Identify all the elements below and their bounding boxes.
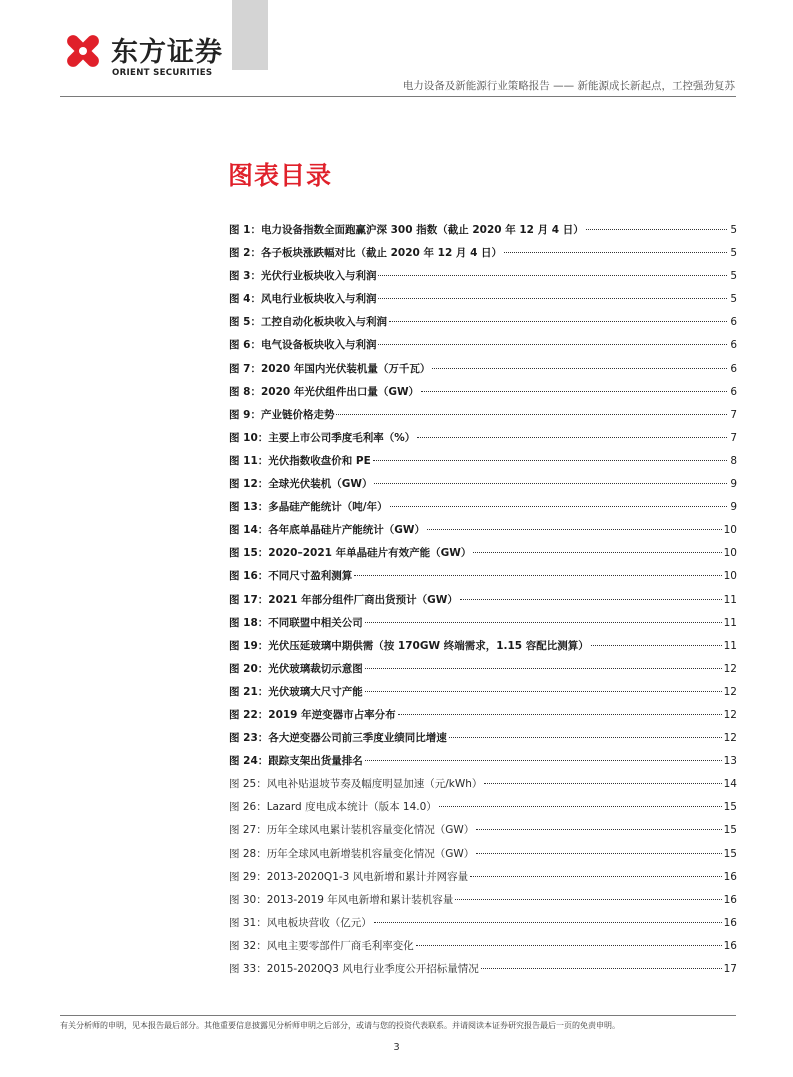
orient-logo-icon [60, 28, 106, 74]
toc-entry-page[interactable]: 5 [730, 293, 737, 306]
toc-entry-page[interactable]: 10 [723, 570, 737, 583]
toc-entry-label[interactable]: 图 12：全球光伏装机（GW） [229, 478, 373, 491]
toc-entry-label[interactable]: 图 31：风电板块营收（亿元） [229, 916, 372, 929]
toc-dot-leader [432, 368, 727, 369]
toc-entry-page[interactable]: 12 [723, 662, 737, 675]
toc-dot-leader [586, 229, 727, 230]
toc-entry-label[interactable]: 图 15：2020–2021 年单晶硅片有效产能（GW） [229, 547, 472, 560]
toc-entry-label[interactable]: 图 17：2021 年部分组件厂商出货预计（GW） [229, 593, 458, 606]
toc-entry-page[interactable]: 5 [730, 247, 737, 260]
toc-entry-page[interactable]: 6 [730, 362, 737, 375]
toc-entry-label[interactable]: 图 25：风电补贴退坡节奏及幅度明显加速（元/kWh） [229, 778, 483, 791]
toc-entry-label[interactable]: 图 8：2020 年光伏组件出口量（GW） [229, 385, 420, 398]
toc-entry[interactable] [229, 291, 737, 314]
toc-dot-leader [373, 460, 727, 461]
toc-entry[interactable] [229, 892, 737, 915]
toc-entry-label[interactable]: 图 26：Lazard 度电成本统计（版本 14.0） [229, 801, 437, 814]
toc-dot-leader [481, 968, 722, 969]
toc-entry-label[interactable]: 图 7：2020 年国内光伏装机量（万千瓦） [229, 362, 431, 375]
toc-entry[interactable] [229, 730, 737, 753]
toc-entry-page[interactable]: 9 [730, 478, 737, 491]
toc-entry-label[interactable]: 图 21：光伏玻璃大尺寸产能 [229, 685, 363, 698]
toc-dot-leader [378, 344, 727, 345]
toc-entry-page[interactable]: 9 [730, 501, 737, 514]
toc-entry-page[interactable]: 16 [723, 893, 737, 906]
toc-dot-leader [354, 575, 721, 576]
toc-entry-label[interactable]: 图 22：2019 年逆变器市占率分布 [229, 708, 396, 721]
toc-dot-leader [484, 783, 721, 784]
toc-entry-page[interactable]: 6 [730, 316, 737, 329]
toc-entry[interactable] [229, 776, 737, 799]
toc-entry-page[interactable]: 11 [723, 593, 737, 606]
toc-dot-leader [417, 437, 727, 438]
toc-entry-page[interactable]: 15 [723, 801, 737, 814]
toc-entry[interactable] [229, 268, 737, 291]
toc-entry[interactable] [229, 407, 737, 430]
toc-entry-label[interactable]: 图 13：多晶硅产能统计（吨/年） [229, 501, 388, 514]
toc-entry-label[interactable]: 图 20：光伏玻璃裁切示意图 [229, 662, 363, 675]
toc-entry[interactable] [229, 314, 737, 337]
toc-entry-page[interactable]: 12 [723, 685, 737, 698]
toc-entry-label[interactable]: 图 32：风电主要零部件厂商毛利率变化 [229, 939, 414, 952]
toc-entry-label[interactable]: 图 11：光伏指数收盘价和 PE [229, 454, 371, 467]
toc-dot-leader [390, 506, 727, 507]
toc-entry-label[interactable]: 图 24：跟踪支架出货量排名 [229, 755, 363, 768]
toc-entry[interactable] [229, 638, 737, 661]
footer-divider [60, 1015, 736, 1016]
toc-entry-page[interactable]: 5 [730, 270, 737, 283]
toc-entry-label[interactable]: 图 18：不同联盟中相关公司 [229, 616, 363, 629]
page-title: 图表目录 [228, 161, 333, 190]
toc-entry[interactable] [229, 846, 737, 869]
toc-dot-leader [591, 645, 722, 646]
company-name-en: ORIENT SECURITIES [112, 68, 213, 78]
toc-entry-page[interactable]: 16 [723, 870, 737, 883]
company-logo [60, 28, 240, 88]
toc-dot-leader [439, 806, 722, 807]
toc-dot-leader [427, 529, 722, 530]
toc-dot-leader [504, 252, 727, 253]
toc-entry[interactable] [229, 961, 737, 984]
toc-entry-label[interactable]: 图 6：电气设备板块收入与利润 [229, 339, 377, 352]
toc-entry[interactable] [229, 684, 737, 707]
toc-entry[interactable] [229, 568, 737, 591]
toc-entry-label[interactable]: 图 27：历年全球风电累计装机容量变化情况（GW） [229, 824, 475, 837]
toc-dot-leader [455, 899, 721, 900]
toc-entry-label[interactable]: 图 2：各子板块涨跌幅对比（截止 2020 年 12 月 4 日） [229, 247, 503, 260]
toc-dot-leader [470, 876, 721, 877]
toc-entry[interactable] [229, 245, 737, 268]
toc-dot-leader [389, 321, 727, 322]
toc-dot-leader [374, 922, 722, 923]
toc-entry[interactable] [229, 915, 737, 938]
page-number: 3 [393, 1042, 400, 1053]
toc-entry-page[interactable]: 6 [730, 339, 737, 352]
toc-entry-page[interactable]: 10 [723, 524, 737, 537]
toc-dot-leader [398, 714, 722, 715]
toc-entry[interactable] [229, 499, 737, 522]
toc-entry-page[interactable]: 13 [723, 755, 737, 768]
toc-dot-leader [416, 945, 722, 946]
toc-entry-label[interactable]: 图 28：历年全球风电新增装机容量变化情况（GW） [229, 847, 475, 860]
toc-entry-label[interactable]: 图 23：各大逆变器公司前三季度业绩同比增速 [229, 732, 447, 745]
toc-entry-page[interactable]: 14 [723, 778, 737, 791]
toc-entry[interactable] [229, 430, 737, 453]
toc-entry-page[interactable]: 16 [723, 939, 737, 952]
toc-dot-leader [460, 599, 722, 600]
toc-entry-page[interactable]: 7 [730, 431, 737, 444]
toc-entry-label[interactable]: 图 10：主要上市公司季度毛利率（%） [229, 431, 416, 444]
toc-entry[interactable] [229, 615, 737, 638]
toc-entry-page[interactable]: 5 [730, 224, 737, 236]
report-title-line: 电力设备及新能源行业策略报告 —— 新能源成长新起点，工控强劲复苏 [402, 80, 735, 92]
toc-entry[interactable] [229, 361, 737, 384]
toc-entry[interactable] [229, 453, 737, 476]
toc-dot-leader [476, 853, 721, 854]
toc-dot-leader [365, 760, 722, 761]
toc-entry-page[interactable]: 15 [723, 824, 737, 837]
toc-entry-page[interactable]: 15 [723, 847, 737, 860]
toc-entry[interactable] [229, 753, 737, 776]
toc-dot-leader [365, 622, 722, 623]
toc-entry-label[interactable]: 图 14：各年底单晶硅片产能统计（GW） [229, 524, 425, 537]
toc-entry[interactable] [229, 476, 737, 499]
toc-entry-label[interactable]: 图 33：2015-2020Q3 风电行业季度公开招标量情况 [229, 963, 479, 975]
toc-dot-leader [365, 691, 722, 692]
toc-entry-label[interactable]: 图 29：2013-2020Q1-3 风电新增和累计并网容量 [229, 870, 469, 883]
toc-dot-leader [449, 737, 722, 738]
toc-entry[interactable] [229, 707, 737, 730]
footer-disclaimer: 有关分析师的申明，见本报告最后部分。其他重要信息披露见分析师申明之后部分，或请与您的投资代表联系。并请阅读本证券研究报告最后一页的免责申明。 [60, 1021, 620, 1030]
toc-entry-page[interactable]: 10 [723, 547, 737, 560]
toc-dot-leader [336, 414, 727, 415]
toc-dot-leader [476, 829, 721, 830]
toc-entry-label[interactable]: 图 16：不同尺寸盈利测算 [229, 570, 353, 583]
toc-dot-leader [374, 483, 727, 484]
toc-entry[interactable] [229, 545, 737, 568]
toc-entry-page[interactable]: 11 [723, 616, 737, 629]
toc-dot-leader [378, 275, 727, 276]
toc-entry[interactable] [229, 337, 737, 360]
toc-entry-page[interactable]: 17 [723, 963, 737, 975]
table-of-figures [229, 222, 737, 984]
toc-dot-leader [365, 668, 722, 669]
toc-entry-page[interactable]: 12 [723, 732, 737, 745]
toc-entry[interactable] [229, 869, 737, 892]
header-divider [60, 96, 736, 97]
toc-entry[interactable] [229, 822, 737, 845]
toc-entry[interactable] [229, 222, 737, 245]
toc-entry-page[interactable]: 7 [730, 408, 737, 421]
toc-entry[interactable] [229, 384, 737, 407]
toc-dot-leader [378, 298, 727, 299]
company-name-cn: 东方证券 [111, 37, 223, 68]
toc-entry-page[interactable]: 16 [723, 916, 737, 929]
toc-entry-label[interactable]: 图 19：光伏压延玻璃中期供需（按 170GW 终端需求，1.15 容配比测算） [229, 639, 589, 652]
toc-entry[interactable] [229, 799, 737, 822]
toc-entry-page[interactable]: 12 [723, 708, 737, 721]
toc-entry-label[interactable]: 图 5：工控自动化板块收入与利润 [229, 316, 387, 329]
toc-entry-label[interactable]: 图 4：风电行业板块收入与利润 [229, 293, 377, 306]
toc-dot-leader [421, 391, 727, 392]
toc-entry-label[interactable]: 图 30：2013-2019 年风电新增和累计装机容量 [229, 893, 454, 906]
toc-entry-label[interactable]: 图 3：光伏行业板块收入与利润 [229, 270, 377, 283]
toc-entry-label[interactable]: 图 1：电力设备指数全面跑赢沪深 300 指数（截止 2020 年 12 月 4 日） [229, 224, 584, 236]
toc-entry[interactable] [229, 592, 737, 615]
toc-entry[interactable] [229, 938, 737, 961]
toc-dot-leader [473, 552, 721, 553]
toc-entry-page[interactable]: 11 [723, 639, 737, 652]
toc-entry-page[interactable]: 8 [730, 454, 737, 467]
toc-entry[interactable] [229, 522, 737, 545]
toc-entry-label[interactable]: 图 9：产业链价格走势 [229, 408, 335, 421]
toc-entry-page[interactable]: 6 [730, 385, 737, 398]
toc-entry[interactable] [229, 661, 737, 684]
